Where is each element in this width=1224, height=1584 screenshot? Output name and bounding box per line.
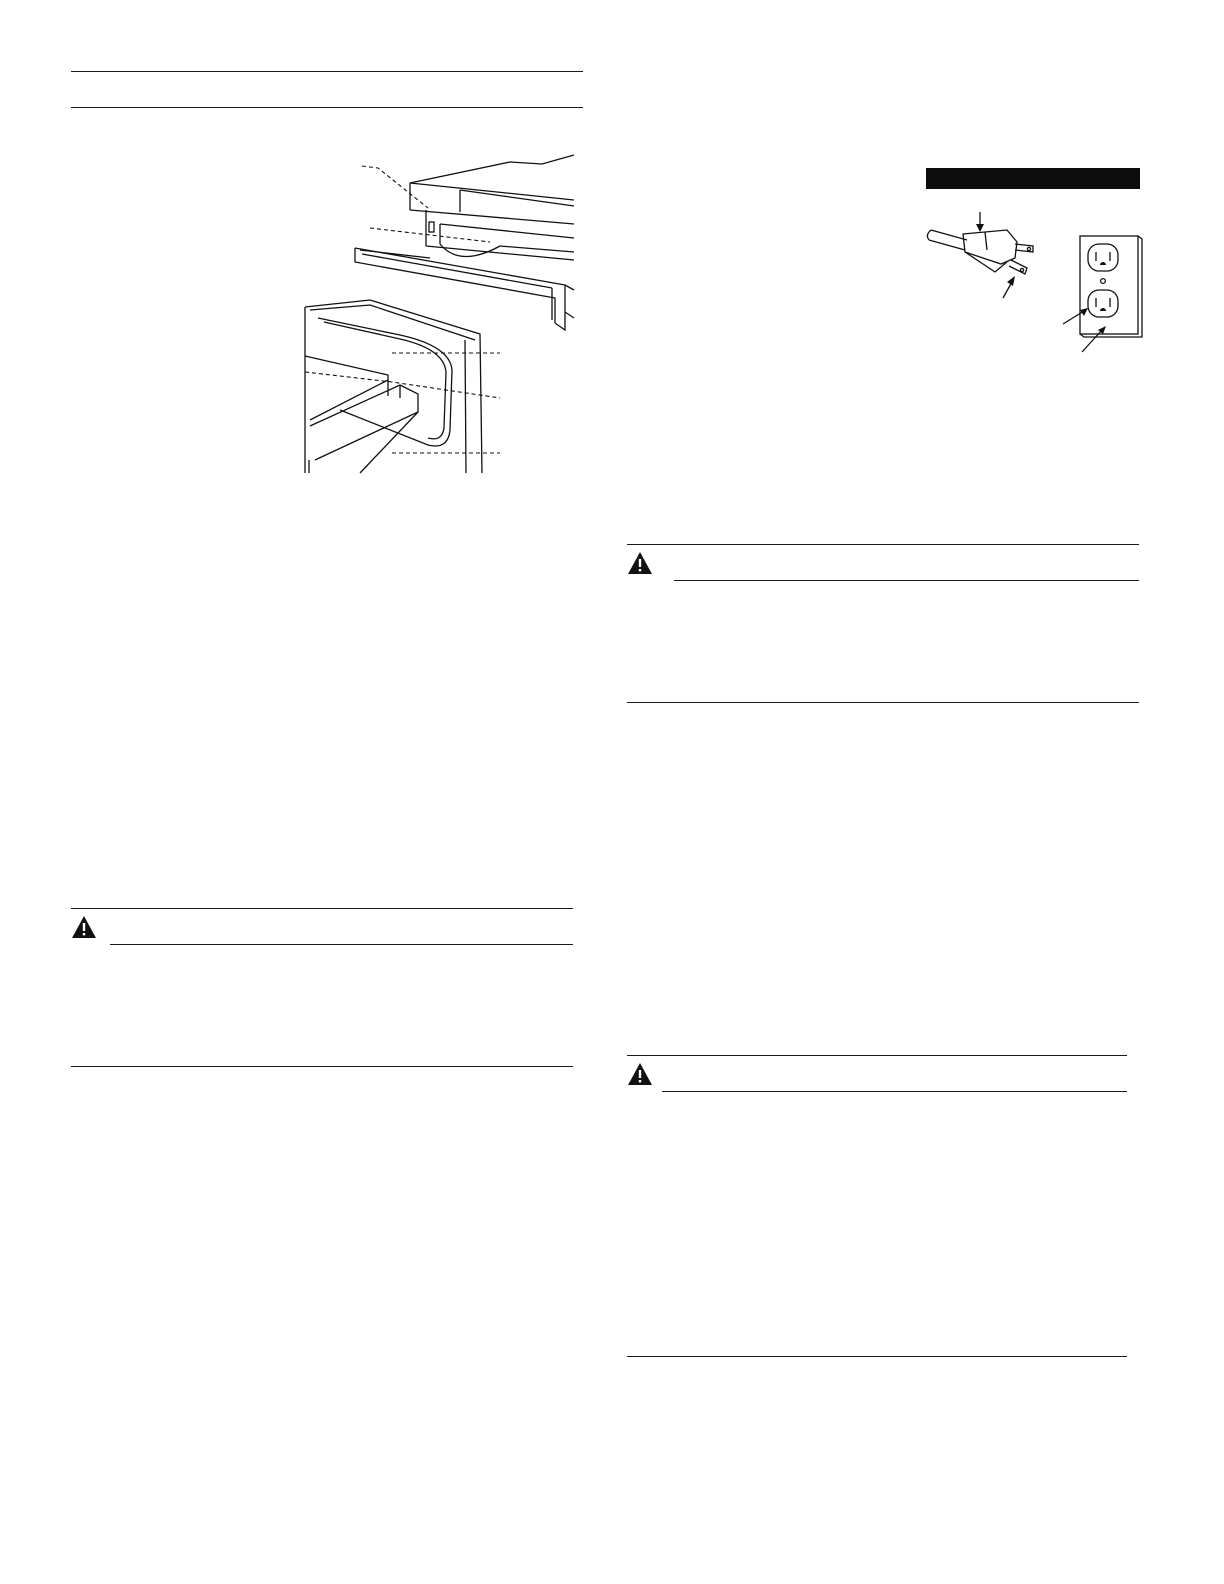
grounded-plug-diagram [925,190,1040,300]
header-rule-bottom [71,107,583,108]
warning-right1-top-rule [627,544,1139,545]
wall-outlet-diagram [1058,232,1158,357]
label-bar [926,168,1140,189]
warning-left-sub-rule [110,944,573,945]
warning-right2-sub-rule [662,1091,1127,1092]
warning-left-bottom-rule [71,1066,573,1067]
warning-triangle-icon [71,915,97,939]
warning-left-top-rule [71,908,573,909]
warning-right1-sub-rule [674,580,1139,581]
warning-triangle-icon [627,551,653,575]
warning-right2-bottom-rule [627,1356,1127,1357]
drawer-installation-diagram [300,150,585,480]
header-rule-top [71,71,583,72]
warning-triangle-icon [627,1062,653,1086]
warning-right1-bottom-rule [627,702,1139,703]
warning-right2-top-rule [627,1055,1127,1056]
